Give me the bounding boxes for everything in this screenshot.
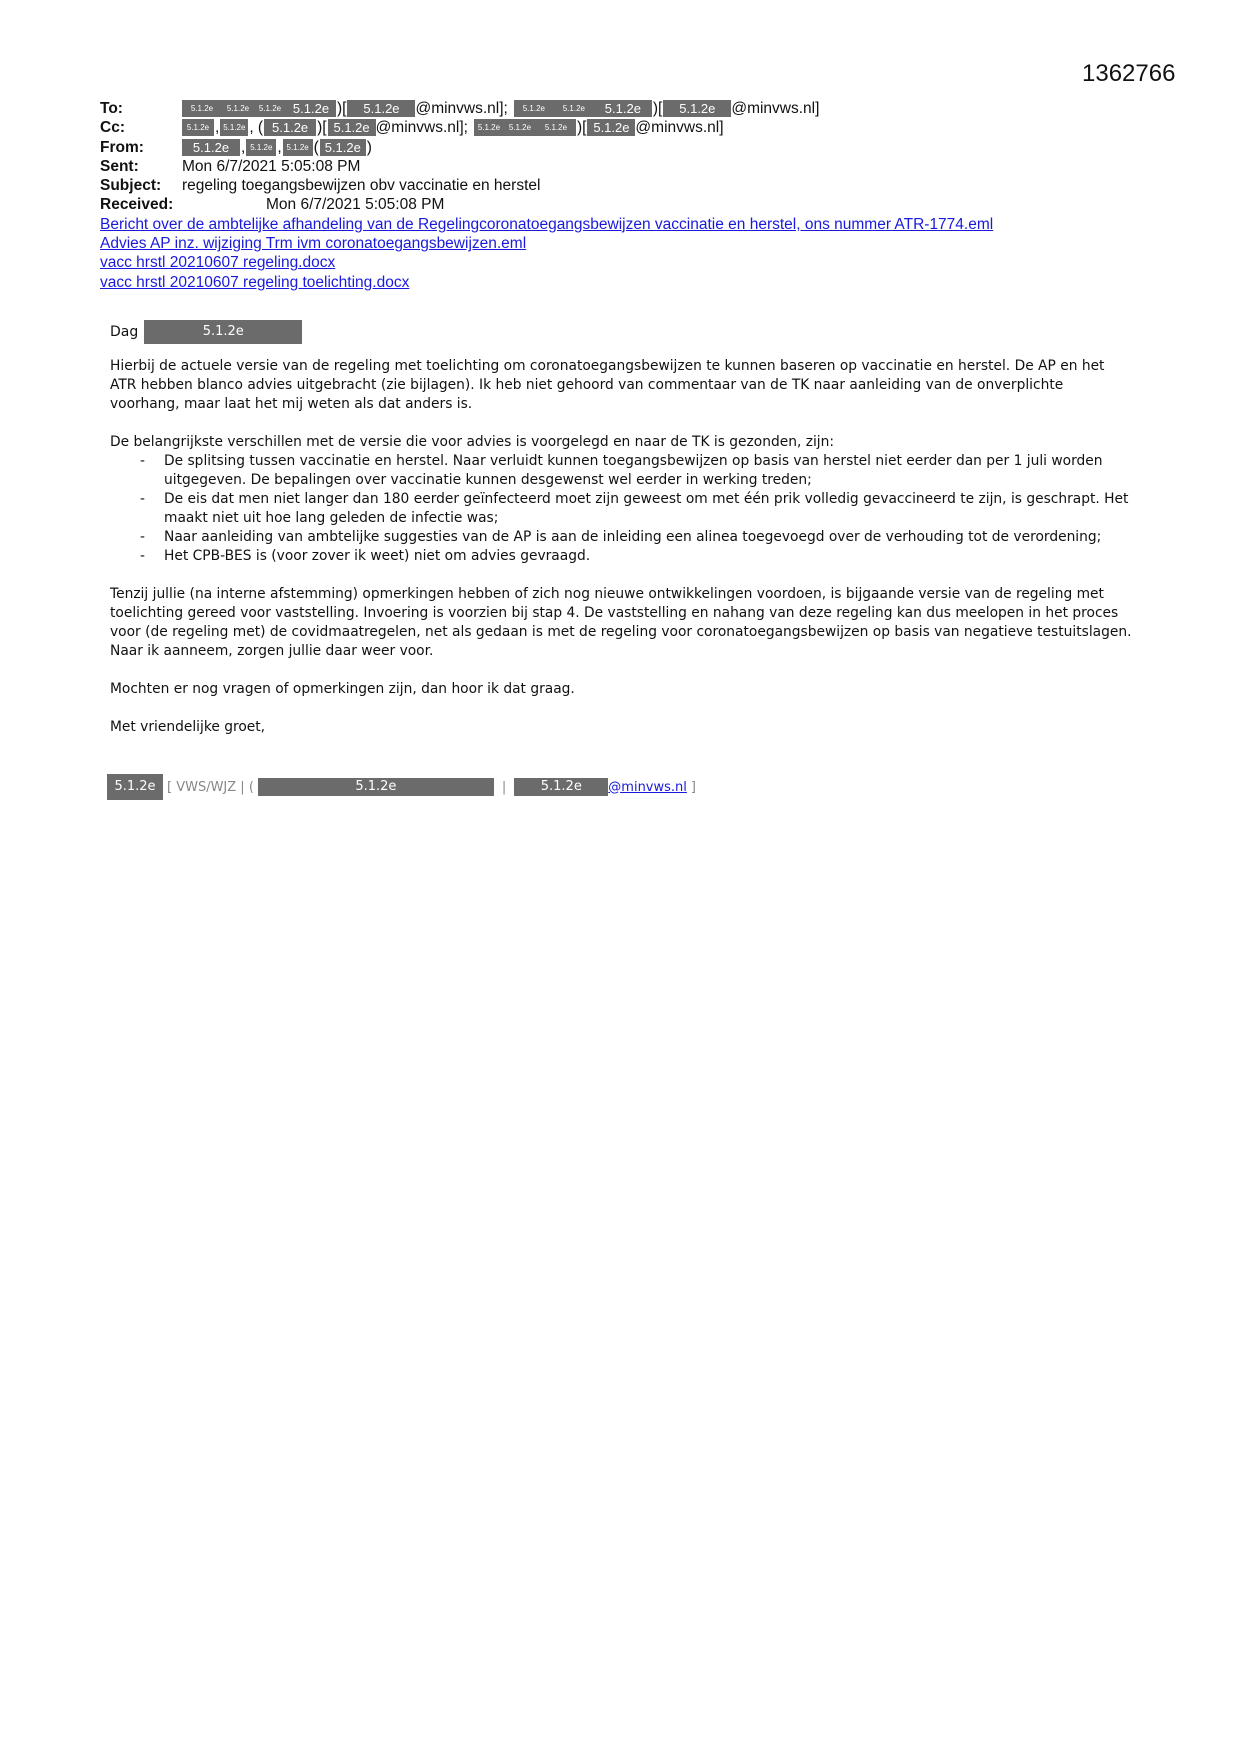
redaction: 5.1.2e [514,778,608,796]
redaction: 5.1.2e [220,119,248,136]
redaction: 5.1.2e [182,139,240,156]
attachment-link[interactable]: vacc hrstl 20210607 regeling toelichting.docx [100,273,410,291]
redaction: 5.1.2e [107,774,163,800]
redaction: 5.1.2e [182,100,222,117]
to-domain-2: @minvws.nl] [731,100,820,117]
closing: Met vriendelijke groet, [110,719,266,735]
redaction: 5.1.2e [286,100,336,117]
redaction: 5.1.2e [663,100,731,117]
redaction: 5.1.2e [587,119,635,136]
list-item: - De eis dat men niet langer dan 180 eerder geïnfecteerd moet zijn geweest om met één prik volledig gevaccineerd te zijn, is geschrapt. Het maakt niet uit hoe lang geleden de infectie was; [140,490,1135,528]
email-body [110,357,1135,756]
attachment-row[interactable] [100,273,993,292]
list-item: - Naar aanleiding van ambtelijke suggesties van de AP is aan de inleiding een alinea toegevoegd over de verhouding tot de verordening; [140,528,1135,547]
sent-value: Mon 6/7/2021 5:05:08 PM [182,157,361,175]
received-label: Received: [100,196,174,214]
redaction: 5.1.2e [474,119,504,136]
redaction: 5.1.2e [554,100,594,117]
differences-list [110,452,1135,566]
cc-row: Cc: 5.1.2e , 5.1.2e , ( 5.1.2e )[ 5.1.2e @minvws.nl]; 5.1.2e 5.1.2e 5.1.2e )[ 5.1.2e @minvws.nl] [100,119,724,137]
redaction: 5.1.2e [246,139,276,156]
signature-end: ] [690,779,696,795]
subject-label: Subject: [100,177,162,195]
redaction: 5.1.2e [504,119,536,136]
subject-value: regeling toegangsbewijzen obv vaccinatie en herstel [182,177,541,195]
signature-separator: | [501,779,507,795]
attachment-link[interactable]: vacc hrstl 20210607 regeling.docx [100,254,336,272]
redaction: 5.1.2e [264,119,316,136]
signature-email-link[interactable]: @minvws.nl [608,779,687,795]
paragraph-2-intro: De belangrijkste verschillen met de versie die voor advies is voorgelegd en naar de TK is gezonden, zijn: [110,434,835,450]
greeting: Dag [110,324,139,340]
attachment-row[interactable] [100,215,993,234]
attachment-link[interactable]: Advies AP inz. wijziging Trm ivm coronatoegangsbewijzen.eml [100,235,527,253]
redaction: 5.1.2e [514,100,554,117]
redaction: 5.1.2e [320,139,366,156]
from-row: From: 5.1.2e , 5.1.2e , 5.1.2e ( 5.1.2e ) [100,138,372,156]
redaction: 5.1.2e [254,100,286,117]
redaction: 5.1.2e [144,320,302,344]
to-domain-1: @minvws.nl]; [415,100,508,117]
redaction: 5.1.2e [182,119,214,136]
greeting-line [110,320,302,344]
paragraph-4: Mochten er nog vragen of opmerkingen zijn, dan hoor ik dat graag. [110,681,575,697]
to-row: To: 5.1.2e 5.1.2e 5.1.2e 5.1.2e )[ 5.1.2e @minvws.nl]; 5.1.2e 5.1.2e 5.1.2e )[ 5.1.2e @minvws.nl] [100,100,820,117]
redaction: 5.1.2e [258,778,494,796]
received-row [100,195,993,214]
redaction: 5.1.2e [283,139,313,156]
document-number: 1362766 [1082,60,1176,87]
email-header [100,99,993,292]
paragraph-3: Tenzij jullie (na interne afstemming) opmerkingen hebben of zich nog nieuwe ontwikkelingen voordoen, is bijgaande versie van de regeling met toelichting gereed voor vaststelling. Invoering is voorzien bij stap 4. De vaststelling en nahang van deze regeling kan dus meelopen in het proces voor (de regeling met) de covidmaatregelen, net als gedaan is met de regeling voor coronatoegangsbewijzen op basis van negatieve testuitslagen. Naar ik aanneem, zorgen jullie daar weer voor. [110,586,1132,659]
cc-label: Cc: [100,119,125,137]
signature-dept: [ VWS/WJZ | ( [167,779,254,795]
to-label: To: [100,100,123,117]
list-item: - De splitsing tussen vaccinatie en herstel. Naar verluidt kunnen toegangsbewijzen op basis van herstel niet eerder dan per 1 juli worden uitgegeven. De bepalingen over vaccinatie kunnen desgewenst wel eerder in werking treden; [140,452,1135,490]
cc-domain-2: @minvws.nl] [635,119,724,137]
signature [107,774,696,800]
paragraph-1: Hierbij de actuele versie van de regeling met toelichting om coronatoegangsbewijzen te kunnen baseren op vaccinatie en herstel. De AP en het ATR hebben blanco advies uitgebracht (zie bijlagen). Ik heb niet gehoord van commentaar van de TK naar aanleiding van de onverplichte voorhang, maar laat het mij weten als dat anders is. [110,358,1105,412]
redaction: 5.1.2e [347,100,415,117]
attachment-row[interactable] [100,234,993,253]
from-label: From: [100,138,144,156]
attachment-row[interactable] [100,253,993,272]
sent-row [100,157,993,176]
attachment-link[interactable]: Bericht over de ambtelijke afhandeling van de Regelingcoronatoegangsbewijzen vaccinatie en herstel, ons nummer ATR-1774.eml [100,215,994,233]
redaction: 5.1.2e [536,119,576,136]
sent-label: Sent: [100,157,139,175]
subject-row [100,176,993,195]
received-value: Mon 6/7/2021 5:05:08 PM [266,196,445,214]
cc-domain-1: @minvws.nl]; [375,119,468,137]
list-item: - Het CPB-BES is (voor zover ik weet) niet om advies gevraagd. [140,547,1135,566]
redaction: 5.1.2e [328,119,376,136]
redaction: 5.1.2e [222,100,254,117]
redaction: 5.1.2e [594,100,652,117]
